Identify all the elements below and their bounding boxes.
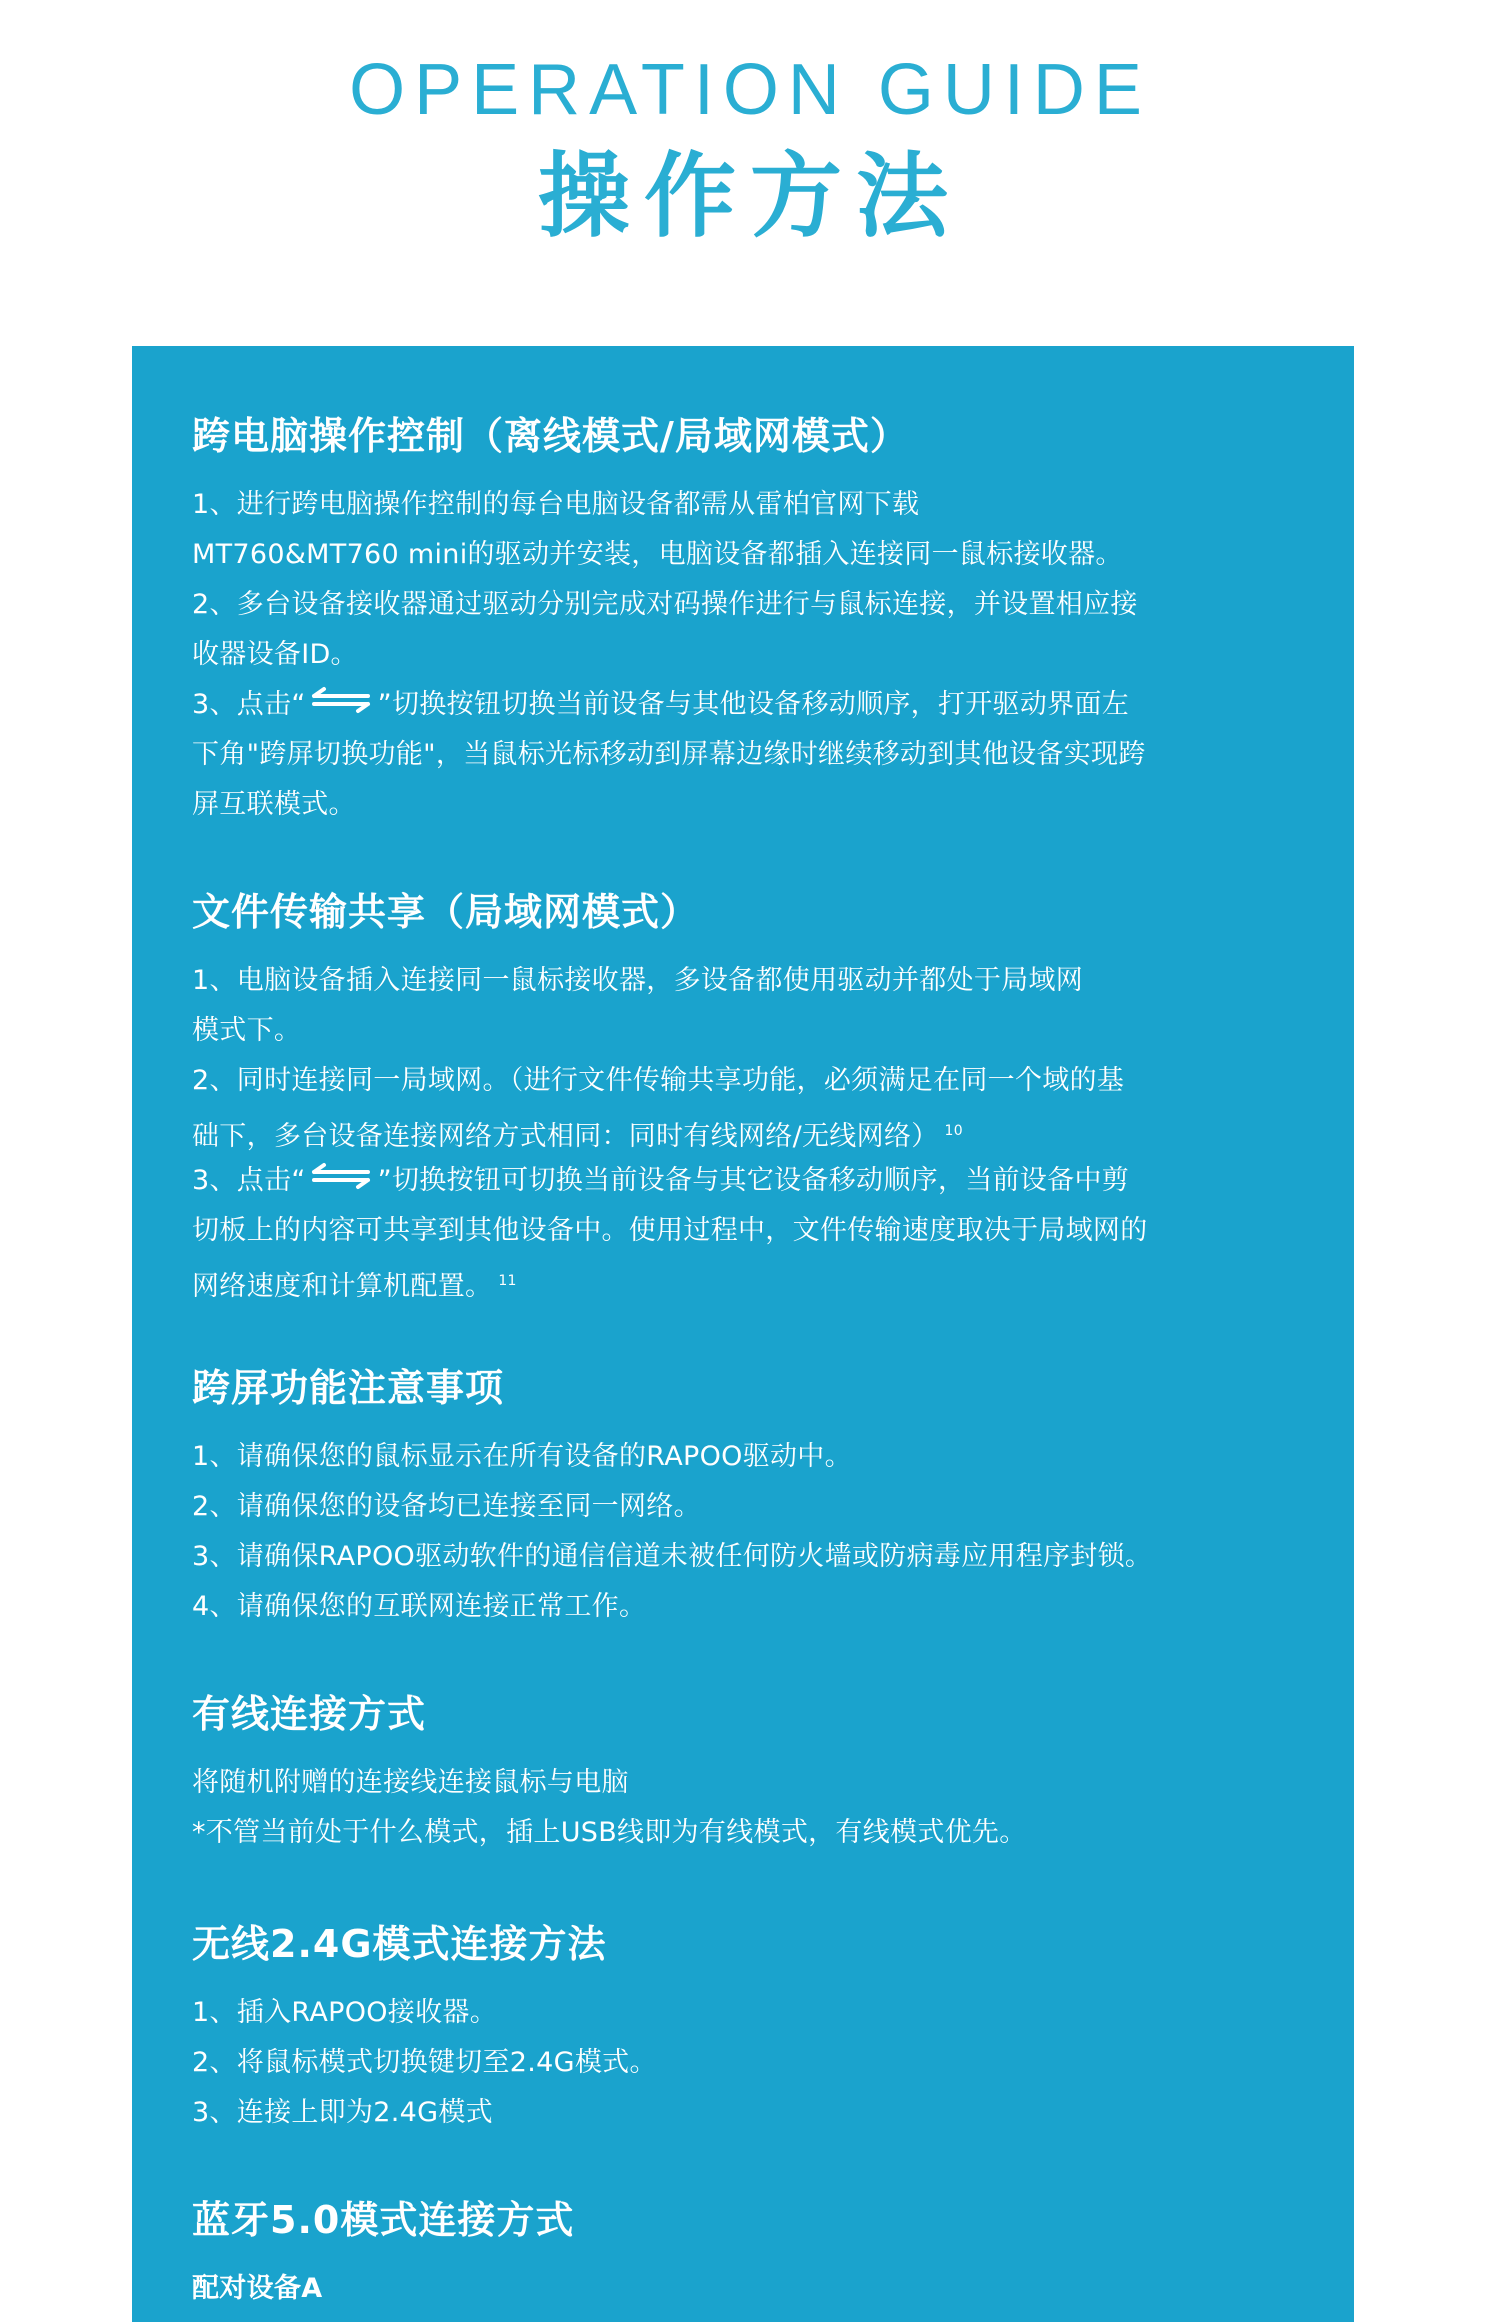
paragraph-line: 1、电脑设备插入连接同一鼠标接收器，多设备都使用驱动并都处于局域网 <box>192 965 1084 996</box>
page-title-en: OPERATION GUIDE <box>349 50 1151 130</box>
section-file-sharing <box>192 888 1302 1306</box>
paragraph-line: MT760&MT760 mini的驱动并安装，电脑设备都插入连接同一鼠标接收器。 <box>192 539 1123 570</box>
section-cross-pc-control <box>192 412 1302 830</box>
paragraph-text: 网络速度和计算机配置。 <box>192 1271 493 1302</box>
section-wired-connection <box>192 1690 1302 1858</box>
swap-arrows-icon <box>310 681 374 731</box>
paragraph-line <box>192 1156 1302 1206</box>
paragraph-line: 2、多台设备接收器通过驱动分别完成对码操作进行与鼠标连接，并设置相应接 <box>192 589 1138 620</box>
paragraph-line: 3、请确保RAPOO驱动软件的通信信道未被任何防火墙或防病毒应用程序封锁。 <box>192 1541 1153 1572</box>
paragraph-line: 屏互联模式。 <box>192 789 356 820</box>
footnote-marker: 11 <box>498 1273 517 1289</box>
section-title: 蓝牙5.0模式连接方式 <box>192 2198 575 2242</box>
paragraph-line: 切板上的内容可共享到其他设备中。使用过程中，文件传输速度取决于局域网的 <box>192 1215 1148 1246</box>
section-cross-screen-notes <box>192 1364 1302 1632</box>
section-title: 无线2.4G模式连接方法 <box>192 1922 607 1966</box>
paragraph-line: *不管当前处于什么模式，插上USB线即为有线模式，有线模式优先。 <box>192 1817 1027 1848</box>
swap-arrows-icon <box>310 1157 374 1207</box>
paragraph-line <box>192 1106 1302 1156</box>
section-title: 文件传输共享（局域网模式） <box>192 890 700 934</box>
page-title-zh: 操作方法 <box>537 143 962 250</box>
paragraph-line <box>192 680 1302 730</box>
paragraph-line: 1、进行跨电脑操作控制的每台电脑设备都需从雷柏官网下载 <box>192 489 920 520</box>
section-title: 有线连接方式 <box>192 1692 427 1736</box>
paragraph-line: 模式下。 <box>192 1015 302 1046</box>
paragraph-line: 1、插入RAPOO接收器。 <box>192 1997 497 2028</box>
paragraph-line: 4、请确保您的互联网连接正常工作。 <box>192 1591 647 1622</box>
paragraph-text: ”切换按钮切换当前设备与其他设备移动顺序，打开驱动界面左 <box>377 689 1130 720</box>
paragraph-text: 3、点击“ <box>192 689 306 720</box>
paragraph-text: 3、点击“ <box>192 1165 306 1196</box>
footnote-marker: 10 <box>944 1123 963 1139</box>
section-title: 跨屏功能注意事项 <box>192 1366 505 1410</box>
paragraph-text: ”切换按钮可切换当前设备与其它设备移动顺序，当前设备中剪 <box>377 1165 1130 1196</box>
paragraph-line: 1、请确保您的鼠标显示在所有设备的RAPOO驱动中。 <box>192 1441 852 1472</box>
paragraph-line: 2、请确保您的设备均已连接至同一网络。 <box>192 1491 701 1522</box>
section-wireless-2-4g <box>192 1920 1302 2138</box>
paragraph-line: 下角"跨屏切换功能"，当鼠标光标移动到屏幕边缘时继续移动到其他设备实现跨 <box>192 739 1146 770</box>
section-bluetooth-5-0 <box>192 2196 1302 2314</box>
paragraph-line: 2、将鼠标模式切换键切至2.4G模式。 <box>192 2047 657 2078</box>
paragraph-line: 2、同时连接同一局域网。（进行文件传输共享功能，必须满足在同一个域的基 <box>192 1065 1125 1096</box>
guide-panel <box>132 346 1354 2322</box>
paragraph-line: 收器设备ID。 <box>192 639 358 670</box>
section-title: 跨电脑操作控制（离线模式/局域网模式） <box>192 414 909 458</box>
paragraph-line: 将随机附赠的连接线连接鼠标与电脑 <box>192 1767 629 1798</box>
paragraph-line: 配对设备A <box>192 2273 323 2304</box>
paragraph-line: 3、连接上即为2.4G模式 <box>192 2097 493 2128</box>
paragraph-line <box>192 1256 1302 1306</box>
paragraph-text: 础下，多台设备连接网络方式相同：同时有线网络/无线网络） <box>192 1121 939 1152</box>
